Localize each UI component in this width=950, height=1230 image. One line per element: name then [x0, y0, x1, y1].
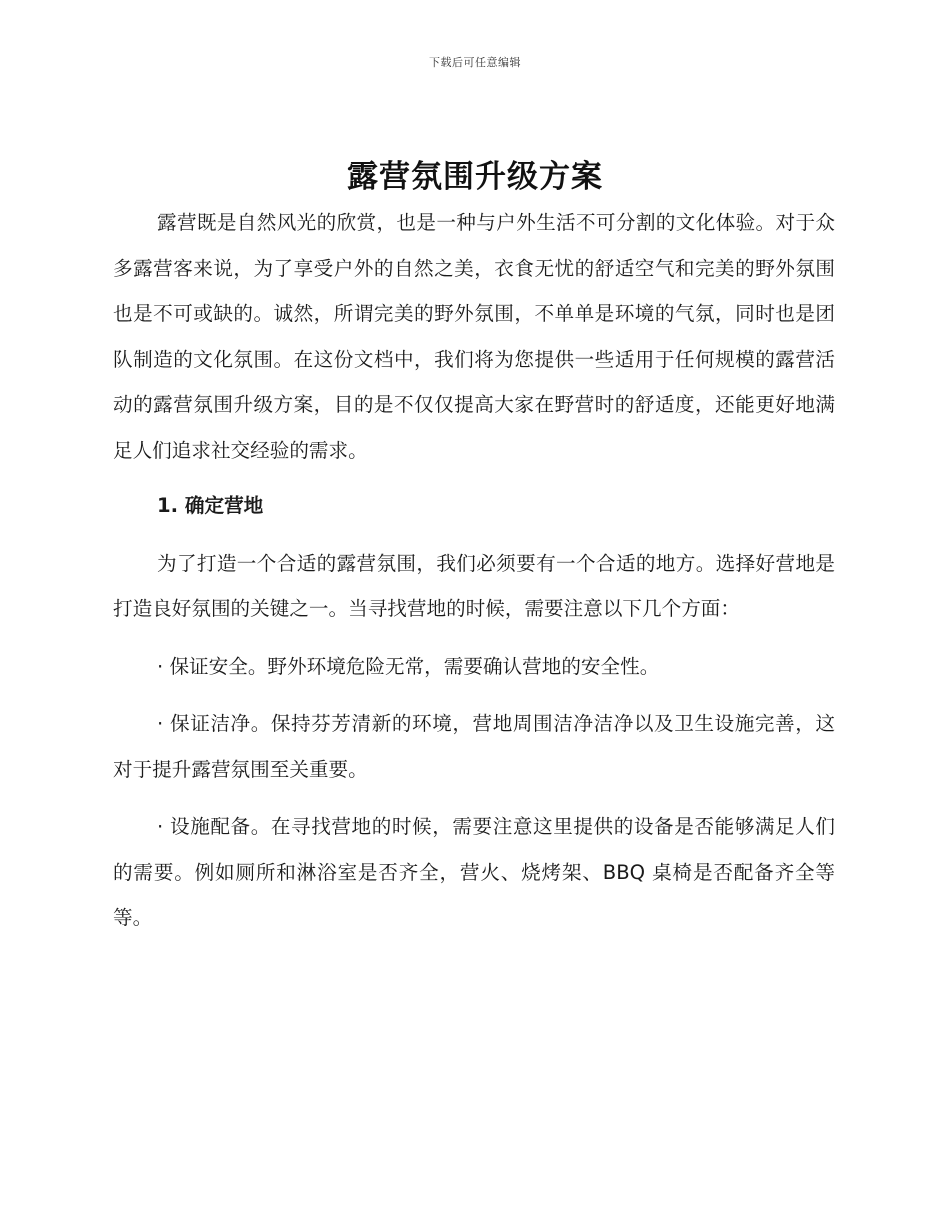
document-body: [113, 200, 835, 941]
bullet-facilities: · 设施配备。在寻找营地的时候，需要注意这里提供的设备是否能够满足人们的需要。例如厕所和淋浴室是否齐全，营火、烧烤架、BBQ 桌椅是否配备齐全等等。: [113, 815, 835, 929]
section-heading: 1. 确定营地: [157, 494, 264, 517]
bullet-cleanliness: · 保证洁净。保持芬芳清新的环境，营地周围洁净洁净以及卫生设施完善，这对于提升露营氛围至关重要。: [113, 712, 835, 781]
document-title: 露营氛围升级方案: [347, 159, 603, 195]
section-paragraph: 为了打造一个合适的露营氛围，我们必须要有一个合适的地方。选择好营地是打造良好氛围的关键之一。当寻找营地的时候，需要注意以下几个方面：: [113, 551, 835, 620]
intro-paragraph: 露营既是自然风光的欣赏，也是一种与户外生活不可分割的文化体验。对于众多露营客来说，为了享受户外的自然之美，衣食无忧的舒适空气和完美的野外氛围也是不可或缺的。诚然，所谓完美的野外氛围，不单单是环境的气氛，同时也是团队制造的文化氛围。在这份文档中，我们将为您提供一些适用于任何规模的露营活动的露营氛围升级方案，目的是不仅仅提高大家在野营时的舒适度，还能更好地满足人们追求社交经验的需求。: [113, 211, 835, 462]
header-note: 下载后可任意编辑: [429, 56, 521, 69]
bullet-safety: · 保证安全。野外环境危险无常，需要确认营地的安全性。: [157, 654, 660, 678]
